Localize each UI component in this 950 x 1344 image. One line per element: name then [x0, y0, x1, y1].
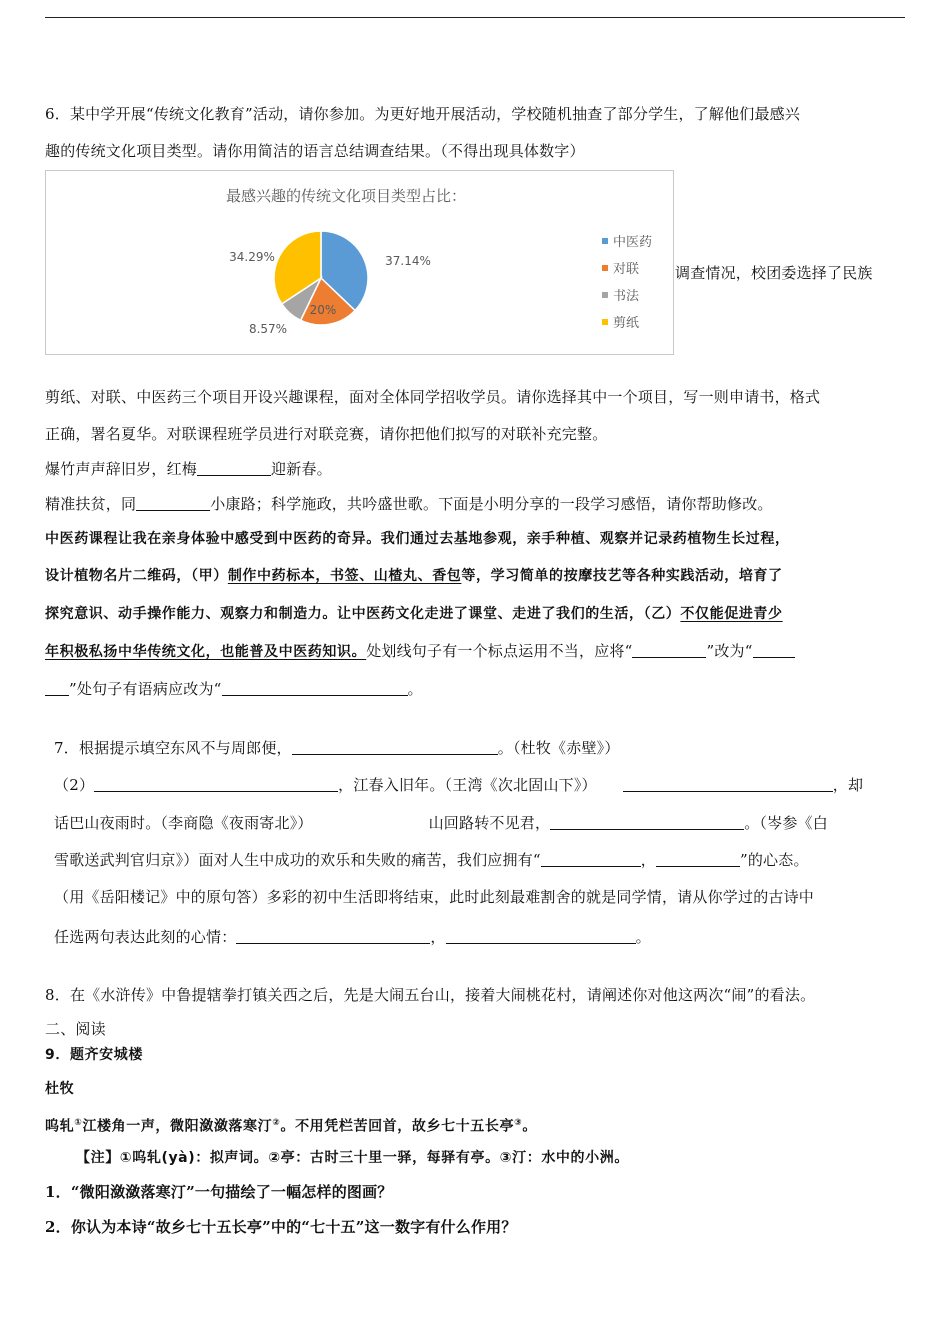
q7-l1-a: 7．根据提示填空东风不与周郎便，	[54, 739, 292, 757]
q7-l1-b: 。（杜牧《赤壁》）	[497, 739, 620, 757]
legend-label-0: 中医药	[613, 235, 653, 250]
poem-part-d: 。	[522, 1118, 537, 1135]
q9-note: 【注】①呜轧(yà)：拟声词。②亭：古时三十里一驿，每驿有亭。③汀：水中的小洲。	[76, 1150, 629, 1166]
q7-blank-4[interactable]	[550, 813, 744, 830]
punct-blank-2[interactable]	[753, 641, 795, 658]
q7-blank-2[interactable]	[94, 775, 338, 792]
couplet-2-blank[interactable]	[136, 494, 210, 511]
essay-line-5-b: ”处句子有语病应改为“	[69, 680, 222, 698]
pie-chart	[45, 170, 674, 355]
essay-line-4-b: 处划线句子有一个标点运用不当，应将“	[366, 642, 633, 660]
q7-line-5: （用《岳阳楼记》中的原句答）多彩的初中生活即将结束，此时此刻最难割舍的就是同学情，请从你学过的古诗中	[54, 888, 815, 906]
q7-l4-c: ”的心态。	[739, 851, 809, 869]
legend-label-1: 对联	[613, 262, 640, 277]
q7-l6-b: ，	[430, 928, 446, 946]
q6-line-1: 6．某中学开展“传统文化教育”活动，请你参加。为更好地开展活动，学校随机抽查了部分学生，了解他们最感兴	[45, 105, 801, 123]
q7-l3-b: 山回路转不见君，	[428, 814, 551, 832]
couplet-2	[45, 494, 773, 514]
q7-blank-1[interactable]	[292, 738, 498, 755]
q6-line-4: 正确，署名夏华。对联课程班学员进行对联竞赛，请你把他们拟写的对联补充完整。	[45, 425, 608, 443]
q7-l3-c: 。（岑参《白	[744, 814, 828, 832]
q7-blank-8[interactable]	[446, 927, 636, 944]
legend-swatch-0	[602, 238, 608, 244]
q6-side-text: 调查情况，校团委选择了民族	[675, 264, 873, 282]
underlined-sentence-yi-a: 不仅能促进青少	[680, 606, 783, 622]
q7-l2-b: ，江春入旧年。（王湾《次北固山下》）	[338, 776, 597, 794]
q7-blank-5[interactable]	[541, 850, 641, 867]
q7-l4-a: 雪歌送武判官归京》）面对人生中成功的欢乐和失败的痛苦，我们应拥有“	[54, 851, 541, 869]
header-rule	[45, 17, 905, 18]
essay-line-4	[45, 641, 795, 662]
q7-blank-3[interactable]	[623, 775, 833, 792]
chart-title: 最感兴趣的传统文化项目类型占比：	[226, 187, 467, 205]
essay-line-2	[45, 566, 783, 586]
q7-line-2	[54, 775, 863, 795]
q9-title: 9．题齐安城楼	[45, 1047, 143, 1063]
legend-swatch-3	[602, 319, 608, 325]
essay-line-1: 中医药课程让我在亲身体验中感受到中医药的奇异。我们通过去基地参观，亲手种植、观察并记录药植物生长过程，	[45, 531, 790, 547]
legend-label-3: 剪纸	[613, 316, 640, 331]
grammar-blank[interactable]	[222, 679, 408, 696]
poem-part-c: 。不用凭栏苦回首，故乡七十五长亭	[280, 1118, 515, 1135]
q7-l6-c: 。	[635, 928, 651, 946]
poem-part-b: 江楼角一声，微阳潋潋落寒汀	[82, 1118, 273, 1135]
q7-line-3	[54, 813, 828, 833]
punct-blank-2-cont[interactable]	[45, 679, 69, 696]
essay-line-2-a: 设计植物名片二维码，（甲）	[45, 568, 228, 584]
essay-line-2-b: 等，学习简单的按摩技艺等各种实践活动，培育了	[461, 568, 783, 584]
couplet-2-second: 小康路；科学施政，共吟盛世歌。下面是小明分享的一段学习感悟，请你帮助修改。	[210, 495, 773, 513]
legend-swatch-1	[602, 265, 608, 271]
q6-line-2: 趣的传统文化项目类型。请你用简洁的语言总结调查结果。（不得出现具体数字）	[45, 142, 585, 160]
footnote-mark-3: ③	[514, 1118, 523, 1128]
q9-subquestion-2: 2．你认为本诗“故乡七十五长亭”中的“七十五”这一数字有什么作用？	[45, 1218, 517, 1236]
q7-blank-7[interactable]	[236, 927, 430, 944]
underlined-sentence-jia: 制作中药标本，书签、山楂丸、香包	[227, 568, 462, 584]
q7-line-1	[54, 738, 620, 758]
underlined-sentence-yi-b: 年积极私扬中华传统文化，也能普及中医药知识。	[45, 644, 367, 660]
poem-part-a: 呜轧	[45, 1118, 75, 1135]
q8-line: 8．在《水浒传》中鲁提辖拳打镇关西之后，先是大闹五台山，接着大闹桃花村，请阐述你对他这两次“闹”的看法。	[45, 986, 816, 1004]
q6-line-3: 剪纸、对联、中医药三个项目开设兴趣课程，面对全体同学招收学员。请你选择其中一个项目，写一则申请书，格式	[45, 388, 821, 406]
q9-poem	[45, 1113, 537, 1137]
pie-data-label: 37.14%	[385, 254, 431, 268]
essay-line-4-c: ”改为“	[706, 642, 753, 660]
pie-data-label: 8.57%	[248, 322, 288, 336]
q7-line-4	[54, 850, 809, 870]
section-heading-reading: 二、阅读	[45, 1020, 106, 1038]
legend-swatch-2	[602, 292, 608, 298]
couplet-1	[45, 459, 332, 479]
couplet-1-second: 迎新春。	[271, 460, 332, 478]
q9-author: 杜牧	[45, 1081, 75, 1097]
q7-l2-a: （2）	[54, 776, 95, 794]
pie-data-label: 20%	[309, 303, 337, 317]
legend-label-2: 书法	[613, 289, 640, 304]
couplet-1-blank[interactable]	[197, 459, 271, 476]
punct-blank-1[interactable]	[632, 641, 706, 658]
q7-blank-6[interactable]	[656, 850, 740, 867]
q7-line-6	[54, 927, 651, 947]
q7-l4-b: ，	[640, 851, 656, 869]
q7-l6-a: 任选两句表达此刻的心情：	[54, 928, 237, 946]
couplet-2-first: 精准扶贫，同	[45, 495, 137, 513]
pie-svg	[46, 171, 673, 354]
pie-data-label: 34.29%	[229, 250, 275, 264]
legend-item-2	[602, 285, 639, 304]
essay-line-5-c: 。	[407, 680, 423, 698]
footnote-mark-2: ②	[272, 1118, 281, 1128]
footnote-mark-1: ①	[74, 1118, 83, 1128]
couplet-1-first: 爆竹声声辞旧岁，红梅	[45, 460, 198, 478]
legend-item-3	[602, 312, 639, 331]
legend-item-1	[602, 258, 639, 277]
q9-subquestion-1: 1．“微阳潋潋落寒汀”一句描绘了一幅怎样的图画？	[45, 1183, 393, 1201]
legend-item-0	[602, 231, 652, 250]
essay-line-5	[45, 679, 423, 699]
q7-l2-c: ，却	[832, 776, 864, 794]
essay-line-3-a: 探究意识、动手操作能力、观察力和制造力。让中医药文化走进了课堂、走进了我们的生活，（乙）	[45, 606, 681, 622]
q7-l3-a: 话巴山夜雨时。（李商隐《夜雨寄北》）	[54, 814, 313, 832]
essay-line-3	[45, 604, 783, 624]
